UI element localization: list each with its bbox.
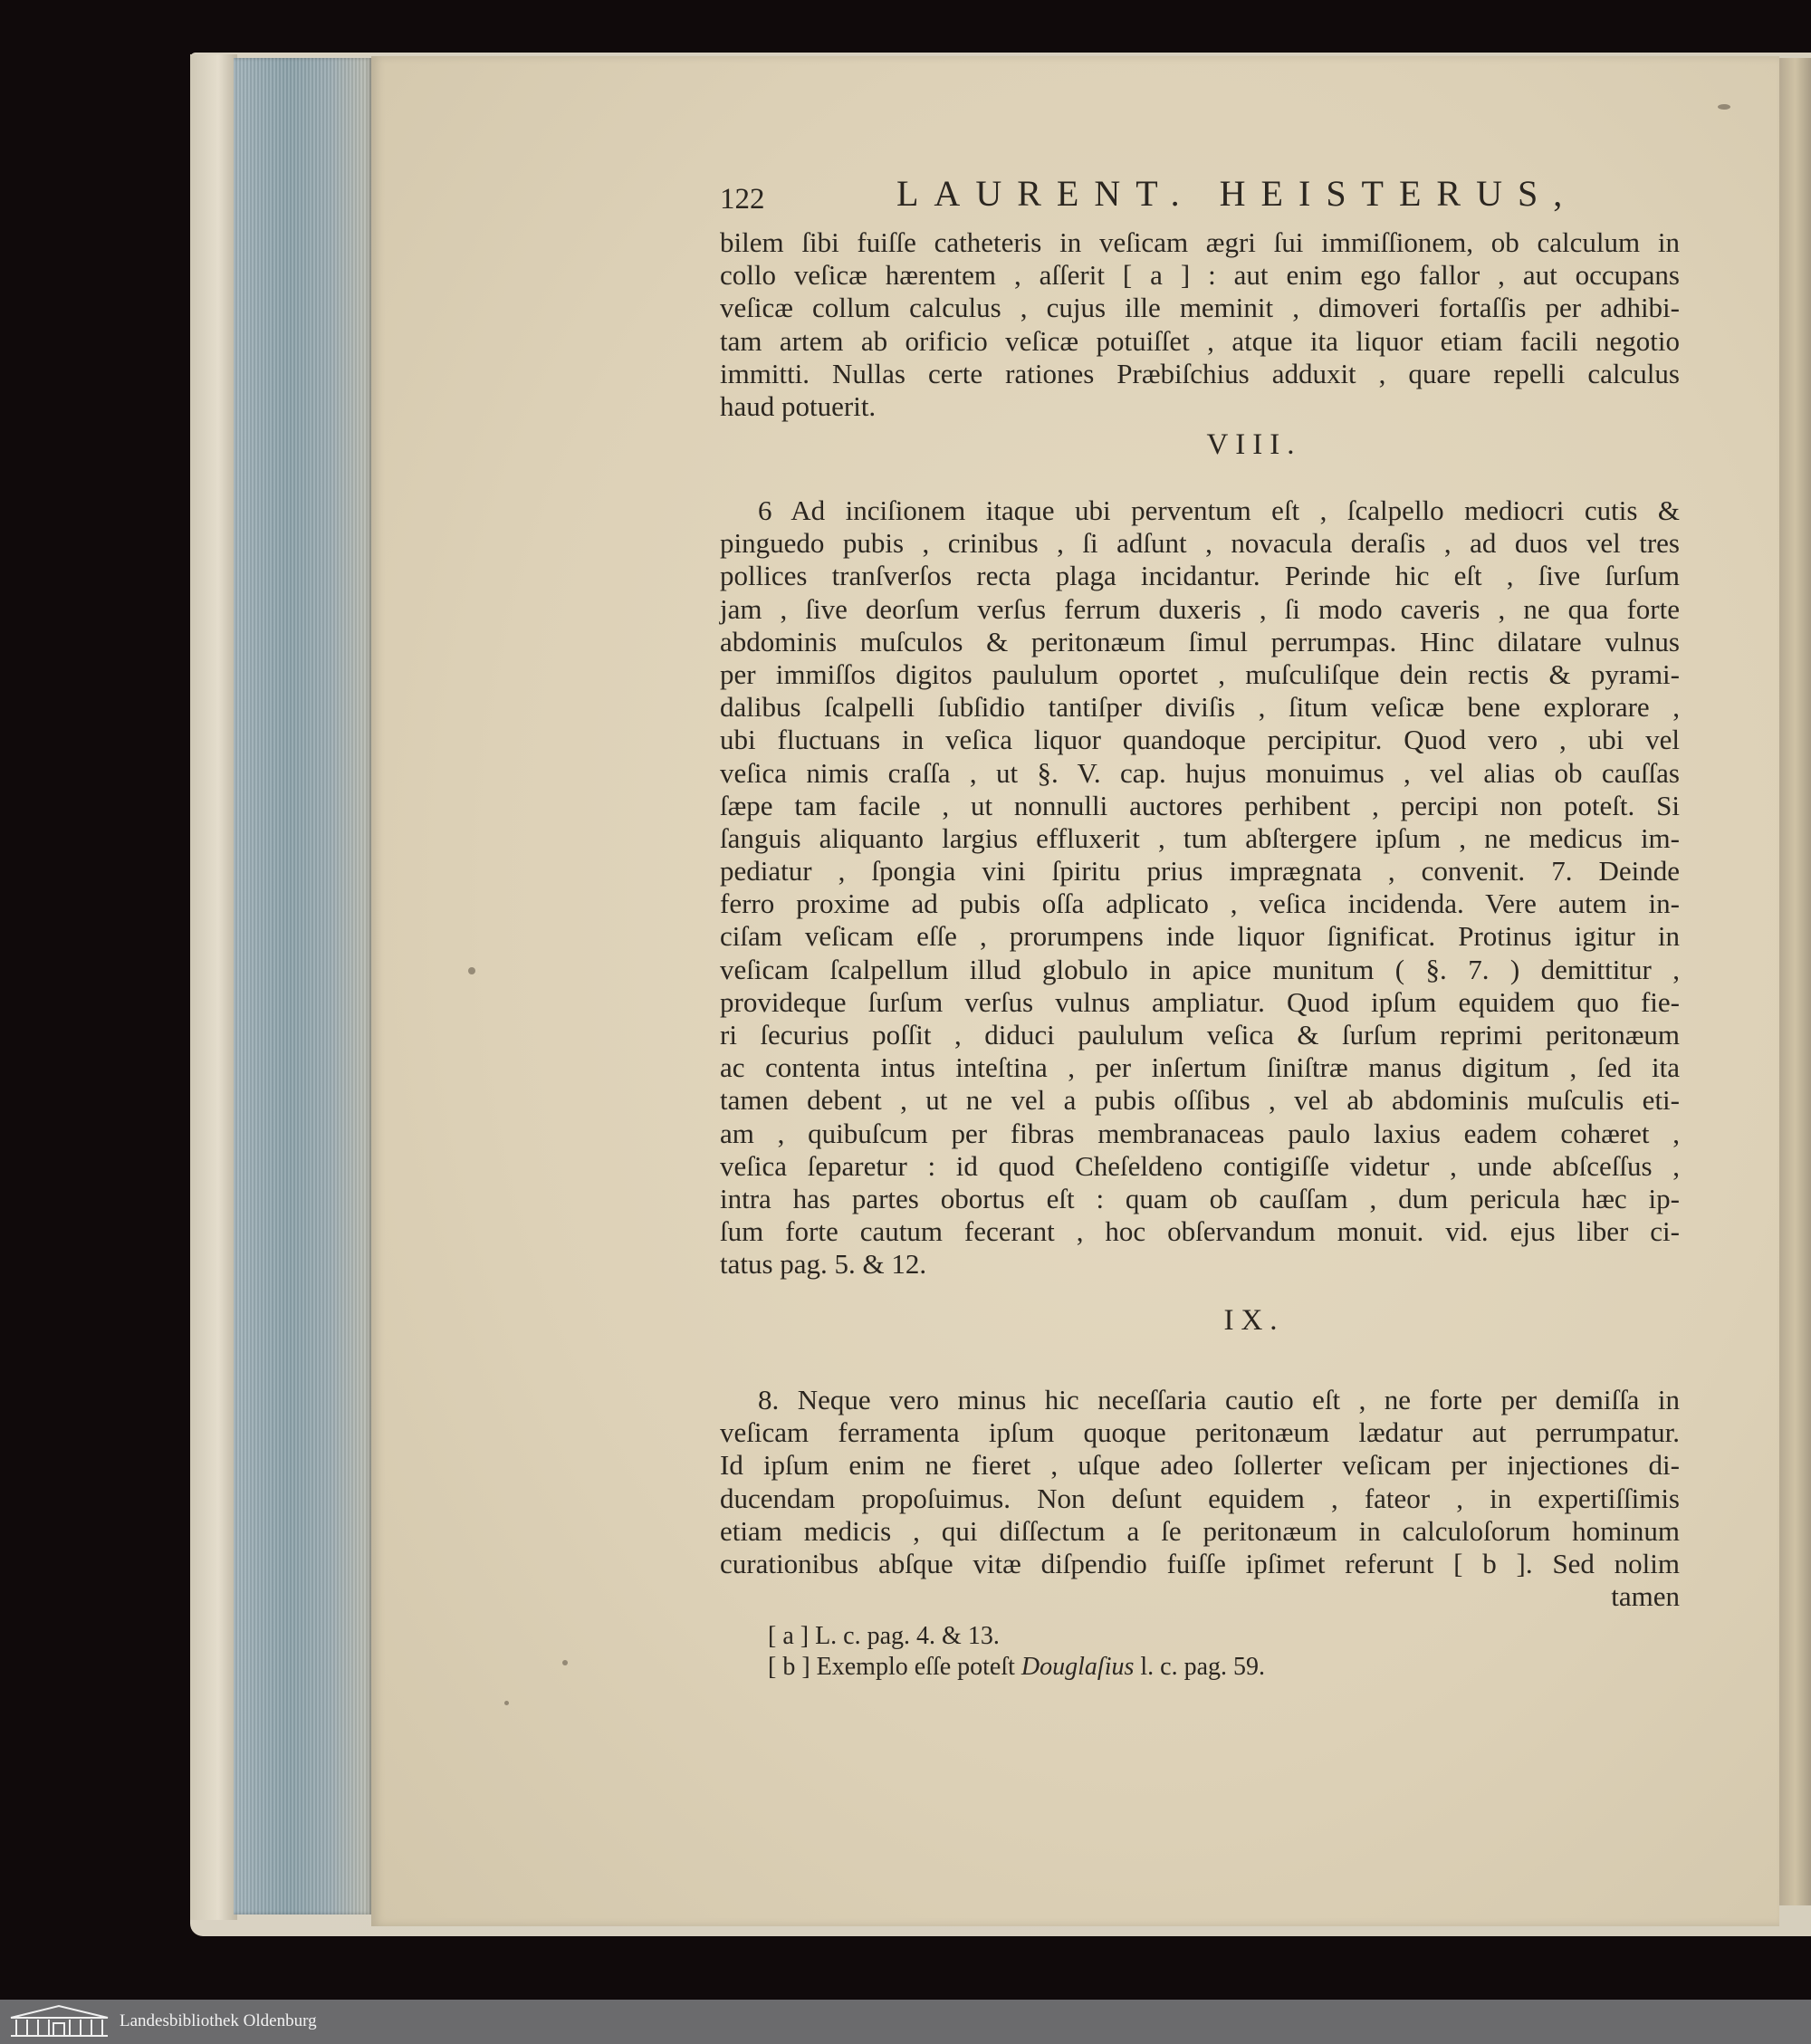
text-line: etiam medicis , qui diſſectum a ſe peritonæum in calculoſorum hominum [720, 1514, 1680, 1547]
text-line: curationibus abſque vitæ diſpendio fuiſſe ipſimet referunt [ b ]. Sed nolim [720, 1547, 1680, 1579]
text-line: ri ſecurius poſſit , diduci paululum veſica & ſurſum reprimi peritonæum [720, 1019, 1680, 1051]
text-line: ac contenta intus inteſtina , per inſertum ſiniſtræ manus digitum , ſed ita [720, 1051, 1680, 1084]
section-viii [720, 428, 1680, 461]
page-spot [1718, 104, 1730, 110]
text-line: veſicam ferramenta ipſum quoque peritonæum lædatur aut perrumpatur. [720, 1416, 1680, 1449]
text-line: ciſam veſicam eſſe , prorumpens inde liquor ſignificat. Protinus igitur in [720, 920, 1680, 953]
text-line: bilem ſibi fuiſſe catheteris in veſicam ægri ſui immiſſionem, ob calculum in [720, 226, 1680, 258]
text-line: ferro proxime ad pubis oſſa adplicato , veſica incidenda. Vere autem in- [720, 888, 1680, 920]
library-footer-bar [0, 2000, 1811, 2044]
text-line: immitti. Nullas certe rationes Præbiſchius adduxit , quare repelli calculus [720, 357, 1680, 389]
page-number: 122 [720, 183, 765, 216]
footnote-b-author: Douglaſius [1020, 1653, 1135, 1681]
footnotes [768, 1621, 1673, 1683]
section-ix [720, 1304, 1680, 1337]
paragraph-continuation [720, 226, 1680, 423]
paragraph-8 [720, 1384, 1680, 1613]
text-line: veſicæ collum calculus , cujus ille meminit , dimoveri fortaſſis per adhibi- [720, 292, 1680, 324]
text-line: tamen debent , ut ne vel a pubis oſſibus , vel ab abdominis muſculis eti- [720, 1084, 1680, 1117]
text-line: pinguedo pubis , crinibus , ſi adſunt , novacula deraſis , ad duos vel tres [720, 527, 1680, 560]
text-line: tam artem ab orificio veſicæ potuiſſet , atque ita liquor etiam facili negotio [720, 324, 1680, 357]
text-line: veſicam ſcalpellum illud globulo in apice munitum ( §. 7. ) demittitur , [720, 953, 1680, 985]
text-line: intra has partes obortus eſt : quam ob cauſſam , dum pericula hæc ip- [720, 1182, 1680, 1214]
page-fore-edge [234, 58, 371, 1914]
catchword: tamen [1611, 1580, 1680, 1613]
footnote-a: [ a ] L. c. pag. 4. & 13. [768, 1622, 1000, 1650]
page-spot [562, 1660, 568, 1665]
footnote-b-prefix: [ b ] Exemplo eſſe poteſt [768, 1653, 1021, 1681]
footnote-b-suffix: l. c. pag. 59. [1134, 1653, 1266, 1681]
page-spot [468, 967, 475, 974]
footnote-b [768, 1652, 1673, 1683]
section-heading-viii: VIII. [1206, 428, 1302, 461]
text-line: per immiſſos digitos paululum oportet , muſculiſque dein rectis & pyrami- [720, 657, 1680, 690]
library-building-icon [7, 2003, 111, 2039]
text-line: pollices tranſverſos recta plaga incidantur. Perinde hic eſt , ſive ſurſum [720, 560, 1680, 592]
library-name: Landesbibliothek Oldenburg [120, 2011, 317, 2030]
text-line: 8. Neque vero minus hic neceſſaria cautio eſt , ne forte per demiſſa in [758, 1384, 1680, 1415]
book-cover-edge [190, 54, 237, 1920]
text-line: abdominis muſculos & peritonæum ſimul perrumpas. Hinc dilatare vulnus [720, 625, 1680, 657]
text-line: veſica nimis craſſa , ut §. V. cap. hujus monuimus , vel alias ob cauſſas [720, 756, 1680, 789]
text-line: pediatur , ſpongia vini ſpiritu prius imprægnata , convenit. 7. Deinde [720, 855, 1680, 888]
page-spot [504, 1701, 509, 1705]
text-line: collo veſicæ hærentem , aſſerit [ a ] : aut enim ego fallor , aut occupans [720, 259, 1680, 292]
text-line: ſum forte cautum fecerant , hoc obſervandum monuit. vid. ejus liber ci- [720, 1215, 1680, 1248]
text-line: provideque ſurſum verſus vulnus ampliatur. Quod ipſum equidem quo fie- [720, 985, 1680, 1018]
text-line: dalibus ſcalpelli ſubſidio tantiſper diviſis , ſitum veſicæ bene explorare , [720, 691, 1680, 724]
text-line: ſanguis aliquanto largius effluxerit , tum abſtergere ipſum , ne medicus im- [720, 821, 1680, 854]
text-line: haud potuerit. [720, 389, 877, 422]
text-line: am , quibuſcum per fibras membranaceas paulo laxius eadem cohæret , [720, 1117, 1680, 1149]
text-line: jam , ſive deorſum verſus ferrum duxeris , ſi modo caveris , ne qua forte [720, 592, 1680, 625]
text-line: veſica ſeparetur : id quod Cheſeldeno contigiſſe videtur , unde abſceſſus , [720, 1149, 1680, 1182]
paragraph-6-7 [720, 494, 1680, 1281]
facing-page-edge [1779, 58, 1811, 1905]
text-line: ubi fluctuans in veſica liquor quandoque percipitur. Quod vero , ubi vel [720, 724, 1680, 756]
text-line: ducendam propoſuimus. Non deſunt equidem , fateor , in expertiſſimis [720, 1482, 1680, 1514]
text-line: Id ipſum enim ne fieret , uſque adeo ſollerter veſicam per injectiones di- [720, 1449, 1680, 1482]
running-head [720, 172, 1680, 217]
text-line: tatus pag. 5. & 12. [720, 1248, 927, 1281]
text-line: ſæpe tam facile , ut nonnulli auctores perhibent , percipi non poteſt. Si [720, 789, 1680, 821]
running-title: LAURENT. HEISTERUS, [896, 173, 1578, 214]
text-line: 6 Ad inciſionem itaque ubi perventum eſt , ſcalpello mediocri cutis & [758, 494, 1680, 526]
section-heading-ix: IX. [1223, 1304, 1285, 1337]
